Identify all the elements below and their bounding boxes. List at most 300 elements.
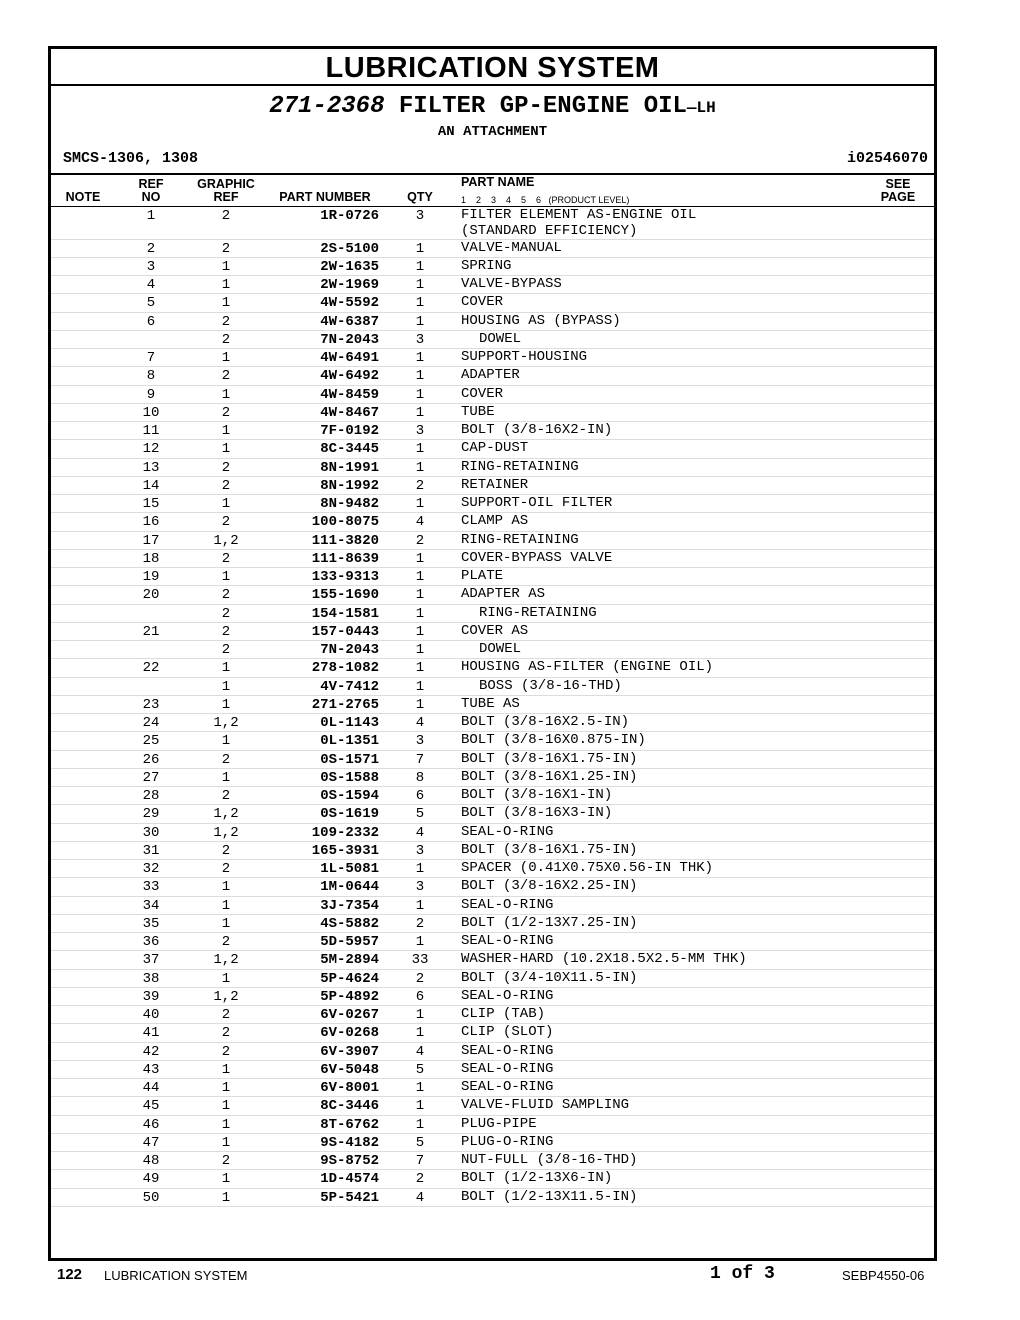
part-number-cell: 5M-2894 [320, 952, 379, 969]
qty-cell: 6 [415, 788, 425, 804]
table-row [51, 933, 934, 951]
part-number-cell: 8N-1992 [320, 477, 379, 494]
ref-no-cell: 4 [146, 277, 156, 293]
part-name-cell: RING-RETAINING [461, 458, 579, 475]
part-name-cell: RING-RETAINING [479, 604, 597, 621]
ref-no-cell: 34 [142, 897, 160, 914]
qty-cell: 1 [415, 368, 425, 385]
ref-no-cell: 32 [142, 861, 160, 877]
graphic-ref-cell: 1 [221, 295, 231, 312]
table-row [51, 787, 934, 805]
ref-no-cell: 50 [142, 1189, 160, 1206]
part-name-cell: NUT-FULL (3/8-16-THD) [461, 1152, 638, 1168]
qty-cell: 1 [415, 277, 425, 293]
part-number-cell: 7F-0192 [320, 423, 379, 439]
table-row [51, 495, 934, 513]
part-name-cell: SEAL-O-RING [461, 1042, 554, 1059]
part-name-cell: BOLT (3/4-10X11.5-IN) [461, 969, 638, 986]
table-row [51, 440, 934, 458]
part-number-cell: 1L-5081 [320, 861, 379, 877]
graphic-ref-cell: 2 [221, 934, 231, 950]
qty-cell: 1 [415, 569, 425, 585]
part-name-cell: CAP-DUST [461, 440, 529, 457]
qty-cell: 1 [415, 1098, 425, 1115]
graphic-ref-cell: 2 [221, 368, 231, 385]
ref-no-cell: 13 [142, 459, 160, 476]
qty-cell: 4 [415, 1189, 425, 1206]
table-row [51, 1134, 934, 1152]
qty-cell: 5 [415, 806, 425, 823]
graphic-ref-cell: 1 [221, 915, 231, 932]
graphic-ref-cell: 2 [221, 313, 231, 330]
part-name-cell: HOUSING AS (BYPASS) [461, 312, 621, 329]
part-number-cell: 8N-1991 [320, 459, 379, 476]
part-number-cell: 8T-6762 [320, 1116, 379, 1133]
ref-no-cell: 47 [142, 1134, 160, 1151]
graphic-ref-cell: 2 [221, 550, 231, 567]
part-name-cell: BOLT (3/8-16X3-IN) [461, 805, 613, 822]
qty-cell: 2 [415, 970, 425, 987]
table-row [51, 1170, 934, 1188]
ref-no-cell: 25 [142, 733, 160, 750]
part-name-cell: SEAL-O-RING [461, 987, 554, 1004]
ref-no-cell: 9 [146, 386, 156, 403]
part-name-cell: COVER [461, 294, 504, 311]
qty-cell: 1 [415, 605, 425, 622]
table-row [51, 313, 934, 331]
part-number-cell: 4W-8467 [320, 404, 379, 421]
graphic-ref-cell: 1,2 [213, 715, 239, 731]
ref-no-cell: 21 [142, 623, 160, 640]
ref-no-cell: 22 [142, 660, 160, 677]
qty-cell: 2 [415, 477, 425, 494]
part-number-cell: 8C-3445 [320, 441, 379, 458]
part-number-cell: 157-0443 [311, 623, 379, 640]
footer-doc-number: SEBP4550-06 [842, 1268, 925, 1283]
col-header-part-number: PART NUMBER [279, 190, 371, 204]
part-number-cell: 111-3820 [311, 532, 379, 549]
part-name-cell: BOLT (3/8-16X0.875-IN) [461, 732, 646, 749]
graphic-ref-cell: 1 [221, 897, 231, 914]
table-row [51, 1061, 934, 1079]
part-number-cell: 0L-1143 [320, 715, 379, 731]
graphic-ref-cell: 1 [221, 1134, 231, 1151]
graphic-ref-cell: 1 [221, 1080, 231, 1096]
footer-section: LUBRICATION SYSTEM [104, 1268, 248, 1283]
qty-cell: 1 [415, 678, 425, 695]
part-number-cell: 6V-8001 [320, 1080, 379, 1096]
part-name-cell: SEAL-O-RING [461, 1079, 554, 1095]
qty-cell: 1 [415, 496, 425, 512]
part-number-cell: 0L-1351 [320, 733, 379, 750]
part-name-cell: CLIP (TAB) [461, 1006, 546, 1022]
part-name-cell: RETAINER [461, 476, 529, 493]
table-row [51, 386, 934, 404]
ref-no-cell: 12 [142, 441, 160, 458]
qty-cell: 7 [415, 751, 425, 768]
qty-cell: 3 [415, 879, 425, 896]
part-name-cell: SEAL-O-RING [461, 1060, 554, 1077]
table-row [51, 1116, 934, 1134]
graphic-ref-cell: 1 [221, 1171, 231, 1188]
table-row [51, 696, 934, 714]
qty-cell: 4 [415, 514, 425, 531]
graphic-ref-cell: 1 [221, 733, 231, 750]
table-row [51, 1024, 934, 1042]
group-number: 271-2368 [269, 93, 385, 120]
part-name-cell: PLATE [461, 568, 504, 584]
qty-cell: 1 [415, 934, 425, 950]
ref-no-cell: 23 [142, 696, 160, 713]
part-number-cell: 5P-4624 [320, 970, 379, 987]
part-name-cell: BOSS (3/8-16-THD) [479, 677, 622, 694]
qty-cell: 1 [415, 642, 425, 658]
graphic-ref-cell: 1 [221, 660, 231, 677]
qty-cell: 4 [415, 824, 425, 841]
qty-cell: 1 [415, 459, 425, 476]
ref-no-cell: 1 [146, 208, 156, 224]
col-header-part-name: PART NAME [461, 175, 535, 189]
part-number-cell: 0S-1594 [320, 788, 379, 804]
ref-no-cell: 2 [146, 240, 156, 257]
table-row [51, 751, 934, 769]
group-title [51, 93, 934, 122]
ref-no-cell: 41 [142, 1025, 160, 1042]
graphic-ref-cell: 1,2 [213, 806, 239, 823]
part-number-cell: 6V-3907 [320, 1043, 379, 1060]
graphic-ref-cell: 2 [221, 623, 231, 640]
table-row [51, 988, 934, 1006]
part-number-cell: 154-1581 [311, 605, 379, 622]
part-name-cell: SUPPORT-HOUSING [461, 349, 588, 365]
part-name-cell: BOLT (1/2-13X6-IN) [461, 1170, 613, 1187]
ref-no-cell: 17 [142, 532, 160, 549]
table-row [51, 860, 934, 878]
table-row [51, 207, 934, 240]
qty-cell: 1 [415, 660, 425, 677]
graphic-ref-cell: 2 [221, 788, 231, 804]
ref-no-cell: 31 [142, 842, 160, 859]
qty-cell: 1 [415, 386, 425, 403]
table-row [51, 659, 934, 677]
product-level-scale: 1 2 3 4 5 6 (PRODUCT LEVEL) [461, 195, 630, 205]
qty-cell: 4 [415, 715, 425, 731]
graphic-ref-cell: 1 [221, 696, 231, 713]
col-header-note: NOTE [65, 190, 101, 204]
qty-cell: 2 [415, 915, 425, 932]
ref-no-cell: 10 [142, 404, 160, 421]
table-row [51, 678, 934, 696]
part-name-cell: CLIP (SLOT) [461, 1024, 554, 1041]
part-name-cell: SEAL-O-RING [461, 933, 554, 949]
part-number-cell: 165-3931 [311, 842, 379, 859]
part-name-cell: TUBE AS [461, 695, 520, 712]
graphic-ref-cell: 2 [221, 842, 231, 859]
part-number-cell: 6V-5048 [320, 1061, 379, 1078]
qty-cell: 1 [415, 350, 425, 366]
part-number-cell: 100-8075 [311, 514, 379, 531]
graphic-ref-cell: 1 [221, 769, 231, 786]
ref-no-cell: 30 [142, 824, 160, 841]
qty-cell: 1 [415, 1116, 425, 1133]
table-row [51, 769, 934, 787]
graphic-ref-cell: 1,2 [213, 988, 239, 1005]
smcs-codes: SMCS-1306, 1308 [63, 150, 199, 167]
table-row [51, 714, 934, 732]
ref-no-cell: 26 [142, 751, 160, 768]
ref-no-cell: 36 [142, 934, 160, 950]
part-name-cell: VALVE-MANUAL [461, 239, 562, 256]
footer-page-number: 122 [57, 1266, 83, 1283]
part-number-cell: 4V-7412 [320, 678, 379, 695]
table-row [51, 422, 934, 440]
part-name-cell: CLAMP AS [461, 513, 529, 530]
graphic-ref-cell: 1 [221, 1189, 231, 1206]
part-name-cell: WASHER-HARD (10.2X18.5X2.5-MM THK) [461, 951, 747, 968]
ref-no-cell: 15 [142, 496, 160, 512]
table-row [51, 842, 934, 860]
part-name-cell: VALVE-FLUID SAMPLING [461, 1097, 630, 1114]
part-number-cell: 3J-7354 [320, 897, 379, 914]
table-row [51, 349, 934, 367]
ref-no-cell: 5 [146, 295, 156, 312]
graphic-ref-cell: 1 [221, 277, 231, 293]
part-number-cell: 4W-6387 [320, 313, 379, 330]
part-name-cell: COVER [461, 385, 504, 402]
graphic-ref-cell: 2 [221, 331, 231, 348]
parts-sheet [48, 46, 937, 1261]
part-number-cell: 9S-8752 [320, 1153, 379, 1169]
table-row [51, 459, 934, 477]
qty-cell: 8 [415, 769, 425, 786]
part-name-cell: BOLT (1/2-13X11.5-IN) [461, 1188, 638, 1205]
part-number-cell: 5P-5421 [320, 1189, 379, 1206]
graphic-ref-cell: 2 [221, 861, 231, 877]
qty-cell: 6 [415, 988, 425, 1005]
ref-no-cell: 43 [142, 1061, 160, 1078]
part-name-cell: BOLT (3/8-16X2.25-IN) [461, 878, 638, 895]
ref-no-cell: 14 [142, 477, 160, 494]
part-number-cell: 4W-8459 [320, 386, 379, 403]
ref-no-cell: 28 [142, 788, 160, 804]
part-name-cell: PLUG-O-RING [461, 1133, 554, 1150]
section-title: LUBRICATION SYSTEM [51, 49, 934, 86]
ref-no-cell: 49 [142, 1171, 160, 1188]
qty-cell: 1 [415, 550, 425, 567]
part-name-cell: SUPPORT-OIL FILTER [461, 495, 613, 511]
part-number-cell: 2S-5100 [320, 240, 379, 257]
part-name-cell: VALVE-BYPASS [461, 276, 562, 292]
graphic-ref-cell: 1,2 [213, 532, 239, 549]
part-number-cell: 7N-2043 [320, 331, 379, 348]
part-number-cell: 111-8639 [311, 550, 379, 567]
ref-no-cell: 7 [146, 350, 156, 366]
part-number-cell: 8C-3446 [320, 1098, 379, 1115]
part-number-cell: 6V-0267 [320, 1007, 379, 1023]
graphic-ref-cell: 1,2 [213, 824, 239, 841]
part-name-cell: HOUSING AS-FILTER (ENGINE OIL) [461, 659, 714, 676]
part-name-cell: SPRING [461, 257, 512, 274]
graphic-ref-cell: 2 [221, 459, 231, 476]
graphic-ref-cell: 2 [221, 642, 231, 658]
table-row [51, 970, 934, 988]
qty-cell: 5 [415, 1134, 425, 1151]
graphic-ref-cell: 1 [221, 879, 231, 896]
ref-no-cell: 39 [142, 988, 160, 1005]
table-row [51, 294, 934, 312]
part-number-cell: 6V-0268 [320, 1025, 379, 1042]
qty-cell: 1 [415, 258, 425, 275]
part-name-cell: BOLT (3/8-16X1.75-IN) [461, 841, 638, 858]
col-header-see-page: SEE PAGE [880, 177, 916, 204]
part-name-cell: BOLT (3/8-16X2.5-IN) [461, 714, 630, 730]
graphic-ref-cell: 1 [221, 678, 231, 695]
table-row [51, 1097, 934, 1115]
table-row [51, 824, 934, 842]
table-row [51, 915, 934, 933]
col-header-qty: QTY [407, 190, 433, 204]
part-name-cell: SEAL-O-RING [461, 896, 554, 913]
ref-no-cell: 8 [146, 368, 156, 385]
graphic-ref-cell: 2 [221, 587, 231, 604]
part-number-cell: 155-1690 [311, 587, 379, 604]
graphic-ref-cell: 2 [221, 404, 231, 421]
qty-cell: 1 [415, 1080, 425, 1096]
table-row [51, 276, 934, 294]
part-name-cell: RING-RETAINING [461, 531, 579, 548]
ref-no-cell: 33 [142, 879, 160, 896]
table-row [51, 897, 934, 915]
table-row [51, 1079, 934, 1097]
table-row [51, 1152, 934, 1170]
part-number-cell: 1D-4574 [320, 1171, 379, 1188]
graphic-ref-cell: 1 [221, 386, 231, 403]
qty-cell: 2 [415, 532, 425, 549]
qty-cell: 1 [415, 295, 425, 312]
table-row [51, 623, 934, 641]
table-row [51, 951, 934, 969]
part-name-cell: PLUG-PIPE [461, 1115, 537, 1132]
graphic-ref-cell: 2 [221, 1025, 231, 1042]
graphic-ref-cell: 1,2 [213, 952, 239, 969]
ref-no-cell: 27 [142, 769, 160, 786]
qty-cell: 3 [415, 423, 425, 439]
part-number-cell: 5D-5957 [320, 934, 379, 950]
qty-cell: 1 [415, 1007, 425, 1023]
qty-cell: 7 [415, 1153, 425, 1169]
part-number-cell: 2W-1969 [320, 277, 379, 293]
table-row [51, 1006, 934, 1024]
graphic-ref-cell: 1 [221, 1116, 231, 1133]
part-number-cell: 0S-1588 [320, 769, 379, 786]
table-row [51, 586, 934, 604]
table-row [51, 258, 934, 276]
table-row [51, 550, 934, 568]
graphic-ref-cell: 2 [221, 605, 231, 622]
col-header-ref-no: REF NO [138, 177, 164, 204]
part-number-cell: 1R-0726 [320, 208, 379, 224]
group-suffix: —LH [686, 99, 716, 117]
footer-page-of: 1 of 3 [710, 1264, 775, 1284]
ref-no-cell: 29 [142, 806, 160, 823]
table-row [51, 878, 934, 896]
ref-no-cell: 46 [142, 1116, 160, 1133]
ref-no-cell: 3 [146, 258, 156, 275]
graphic-ref-cell: 2 [221, 751, 231, 768]
ref-no-cell: 6 [146, 313, 156, 330]
part-number-cell: 9S-4182 [320, 1134, 379, 1151]
qty-cell: 1 [415, 897, 425, 914]
part-name-cell: DOWEL [479, 330, 522, 347]
graphic-ref-cell: 1 [221, 1098, 231, 1115]
part-name-cell: FILTER ELEMENT AS-ENGINE OIL (STANDARD EFFICIENCY) [461, 207, 697, 239]
ref-no-cell: 16 [142, 514, 160, 531]
table-row [51, 331, 934, 349]
table-row [51, 805, 934, 823]
ref-no-cell: 20 [142, 587, 160, 604]
ref-no-cell: 42 [142, 1043, 160, 1060]
part-name-cell: SEAL-O-RING [461, 823, 554, 840]
qty-cell: 1 [415, 404, 425, 421]
qty-cell: 2 [415, 1171, 425, 1188]
table-row [51, 568, 934, 586]
part-name-cell: DOWEL [479, 641, 522, 657]
part-number-cell: 278-1082 [311, 660, 379, 677]
table-row [51, 641, 934, 659]
part-number-cell: 5P-4892 [320, 988, 379, 1005]
part-number-cell: 133-9313 [311, 569, 379, 585]
ref-no-cell: 19 [142, 569, 160, 585]
part-name-cell: BOLT (1/2-13X7.25-IN) [461, 914, 638, 931]
table-row [51, 240, 934, 258]
part-name-cell: BOLT (3/8-16X1-IN) [461, 787, 613, 803]
graphic-ref-cell: 1 [221, 258, 231, 275]
graphic-ref-cell: 1 [221, 1061, 231, 1078]
part-number-cell: 0S-1571 [320, 751, 379, 768]
table-row [51, 605, 934, 623]
qty-cell: 1 [415, 441, 425, 458]
ref-no-cell: 38 [142, 970, 160, 987]
qty-cell: 1 [415, 861, 425, 877]
ref-no-cell: 45 [142, 1098, 160, 1115]
qty-cell: 5 [415, 1061, 425, 1078]
graphic-ref-cell: 1 [221, 441, 231, 458]
qty-cell: 1 [415, 1025, 425, 1042]
graphic-ref-cell: 2 [221, 514, 231, 531]
qty-cell: 1 [415, 696, 425, 713]
ref-no-cell: 48 [142, 1153, 160, 1169]
graphic-ref-cell: 1 [221, 970, 231, 987]
part-number-cell: 7N-2043 [320, 642, 379, 658]
ref-no-cell: 18 [142, 550, 160, 567]
table-row [51, 732, 934, 750]
group-name: FILTER GP-ENGINE OIL [398, 93, 687, 120]
part-name-cell: COVER AS [461, 622, 529, 639]
table-row [51, 477, 934, 495]
qty-cell: 3 [415, 733, 425, 750]
part-number-cell: 4W-6492 [320, 368, 379, 385]
part-name-cell: BOLT (3/8-16X1.75-IN) [461, 750, 638, 767]
ref-no-cell: 44 [142, 1080, 160, 1096]
ref-no-cell: 24 [142, 715, 160, 731]
table-row [51, 404, 934, 422]
part-number-cell: 0S-1619 [320, 806, 379, 823]
qty-cell: 3 [415, 842, 425, 859]
graphic-ref-cell: 1 [221, 423, 231, 439]
part-name-cell: BOLT (3/8-16X1.25-IN) [461, 768, 638, 785]
part-number-cell: 109-2332 [311, 824, 379, 841]
part-name-cell: COVER-BYPASS VALVE [461, 549, 613, 566]
